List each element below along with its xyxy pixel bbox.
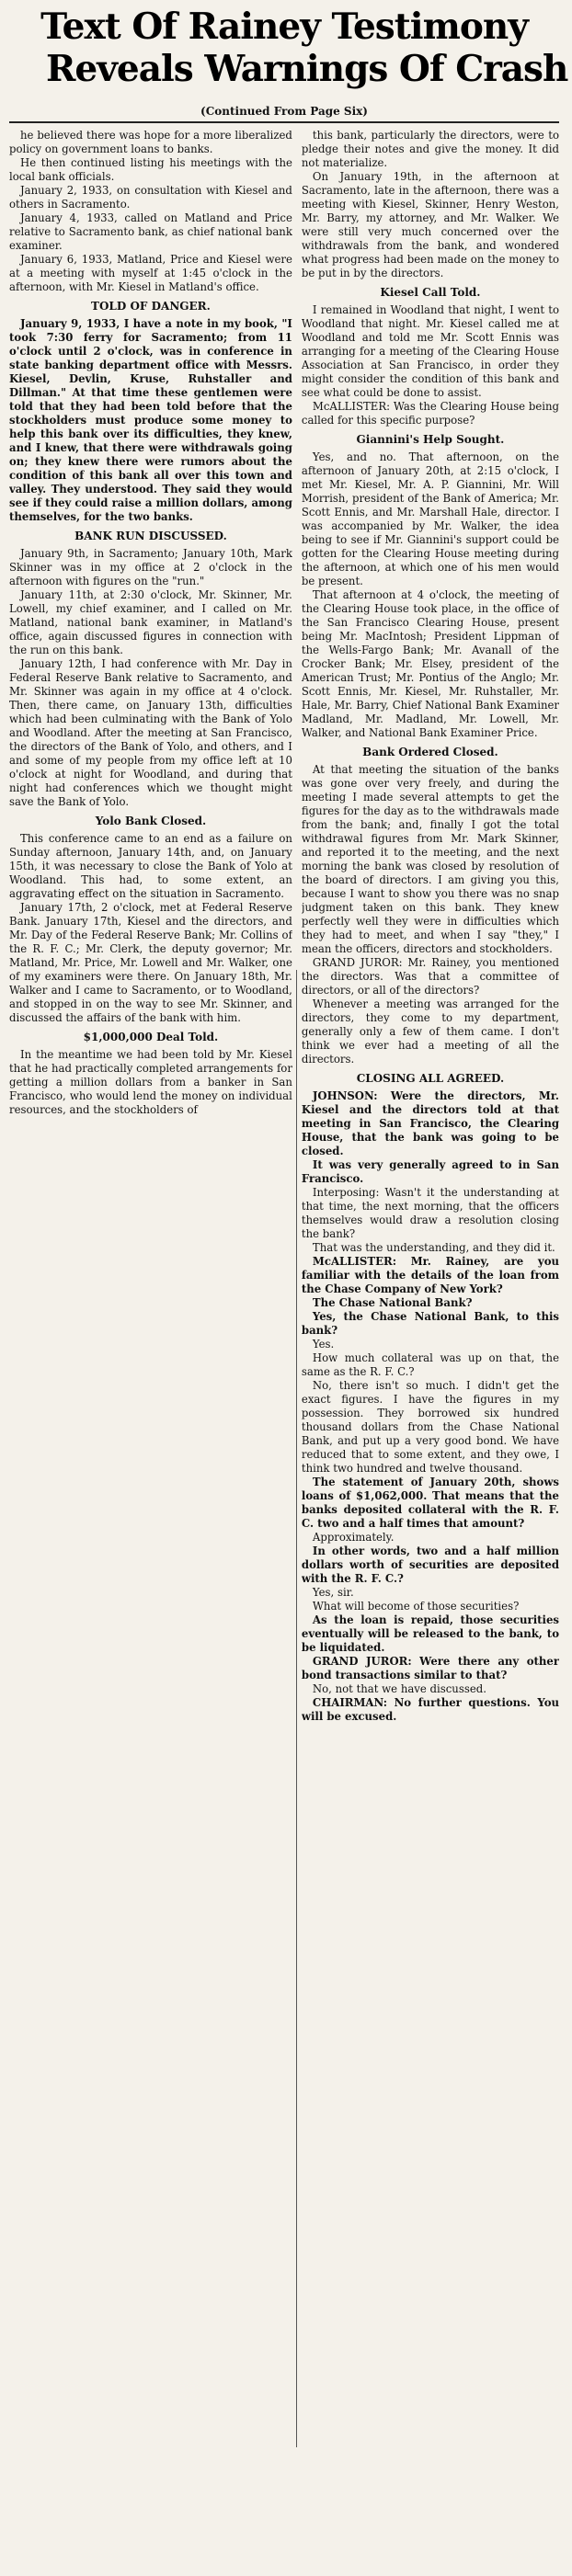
paragraph: GRAND JUROR: Were there any other bond transactions similar to that? (301, 1655, 559, 1681)
paragraph: JOHNSON: Were the directors, Mr. Kiesel and the directors told at that meeting in San Francisco, the Clearing House, that the bank was going to be closed. (301, 1089, 559, 1157)
paragraph: No, there isn't so much. I didn't get the exact figures. I have the figures in my possession. They borrowed six hundred thousand dollars from the Chase National Bank, and put up a very good bond. We have reduced that to some extent, and they owe, I think two hundred and twelve thousand. (301, 1379, 559, 1475)
paragraph: How much collateral was up on that, the same as the R. F. C.? (301, 1351, 559, 1378)
headline-line-1: Text Of Rainey Testimony (40, 6, 528, 48)
paragraph: In the meantime we had been told by Mr. Kiesel that he had practically completed arrangements for getting a million dollars from a banker in San Francisco, who would lend the money on individual resources, and the stockholders of (9, 1048, 292, 1116)
paragraph: That afternoon at 4 o'clock, the meeting of the Clearing House took place, in the office of the San Francisco Clearing House, present being Mr. MacIntosh; President Lippman of the Wells-Fargo Bank; Mr. Avanall of the Crocker Bank; Mr. Elsey, president of the American Trust; Mr. Pontius of the Anglo; Mr. Scott Ennis, Mr. Kiesel, Mr. Ruhstaller, Mr. Hale, Mr. Barry, Chief National Bank Examiner Madland, Mr. Madland, Mr. Lowell, Mr. Walker, and National Bank Examiner Price. (301, 588, 559, 739)
paragraph: GRAND JUROR: Mr. Rainey, you mentioned the directors. Was that a committee of directors, or all of the directors? (301, 956, 559, 997)
paragraph: Approximately. (312, 1531, 395, 1544)
paragraph: McALLISTER: Mr. Rainey, are you familiar with the details of the loan from the Chase Company of New York? (301, 1255, 559, 1295)
paragraph: What will become of those securities? (312, 1600, 520, 1613)
paragraph: I remained in Woodland that night, I went to Woodland that night. Mr. Kiesel called me at Woodland and told me Mr. Scott Ennis was arranging for a meeting of the Clearing House Association at San Francisco, in order they might consider the condition of this bank and see what could be done to assist. (301, 303, 559, 399)
subheading: CLOSING ALL AGREED. (356, 1072, 505, 1085)
subheading: $1,000,000 Deal Told. (83, 1031, 219, 1043)
paragraph: It was very generally agreed to in San Francisco. (301, 1158, 559, 1185)
headline-rule (9, 121, 559, 123)
paragraph: Whenever a meeting was arranged for the directors, they come to my department, generally only a few of them came. I don't think we ever had a meeting of all the directors. (301, 997, 559, 1066)
paragraph: he believed there was hope for a more liberalized policy on government loans to banks. (9, 129, 292, 155)
subheading: TOLD OF DANGER. (91, 300, 211, 313)
article-body (9, 129, 559, 2576)
subheading: Bank Ordered Closed. (362, 746, 498, 758)
right-column (302, 129, 559, 2576)
left-column (9, 129, 292, 2576)
paragraph: At that meeting the situation of the banks was gone over very freely, and during the meeting I made several attempts to get the figures for the day as to the withdrawals made from the bank; and, finally I got the total withdrawal figures from Mr. Mark Skinner, and reported it to the meeting, and the next morning the bank was closed by resolution of the board of directors. I am giving you this, because I want to show you there was no snap judgment taken on this bank. They knew perfectly well they were in difficulties which they had to meet, and when I say "they," I mean the officers, directors and stockholders. (301, 763, 559, 955)
column-divider (296, 970, 297, 2447)
paragraph: January 9, 1933, I have a note in my book, "I took 7:30 ferry for Sacramento; from 11 o'clock until 2 o'clock, was in conference in state banking department office with Messrs. Kiesel, Devlin, Kruse, Ruhstaller and Dillman." At that time these gentlemen were told that they had been told before that the stockholders must produce some money to help this bank over its difficulties, they knew, and I knew, that there were withdrawals going on; they knew there were rumors about the condition of this bank all over this town and valley. They understood. They said they would see if they could raise a million dollars, among themselves, for the two banks. (9, 317, 292, 523)
paragraph: McALLISTER: Was the Clearing House being called for this specific purpose? (301, 400, 559, 427)
paragraph: This conference came to an end as a failure on Sunday afternoon, January 14th, and, on January 15th, it was necessary to close the Bank of Yolo at Woodland. This had, to some extent, an aggravating effect on the situation in Sacramento. (9, 832, 292, 900)
paragraph: Yes, sir. (312, 1586, 354, 1599)
paragraph: January 11th, at 2:30 o'clock, Mr. Skinner, Mr. Lowell, my chief examiner, and I called on Mr. Matland, national bank examiner, in Matland's office, again discussed figures in connection with the run on this bank. (9, 588, 292, 656)
subheading: Yolo Bank Closed. (95, 815, 207, 827)
subheading: BANK RUN DISCUSSED. (74, 530, 227, 542)
paragraph: The Chase National Bank? (312, 1296, 473, 1309)
paragraph: January 2, 1933, on consultation with Kiesel and others in Sacramento. (9, 184, 292, 211)
paragraph: In other words, two and a half million dollars worth of securities are deposited with the R. F. C.? (301, 1544, 559, 1585)
subheading: Kiesel Call Told. (380, 286, 481, 299)
paragraph: Yes. (312, 1338, 335, 1351)
paragraph: No, not that we have discussed. (312, 1682, 486, 1695)
paragraph: this bank, particularly the directors, were to pledge their notes and give the money. It did not materialize. (301, 129, 559, 169)
paragraph: January 9th, in Sacramento; January 10th, Mark Skinner was in my office at 2 o'clock in the afternoon with figures on the "run." (9, 547, 292, 587)
paragraph: The statement of January 20th, shows loans of $1,062,000. That means that the banks deposited collateral with the R. F. C. two and a half times that amount? (301, 1476, 559, 1530)
paragraph: Interposing: Wasn't it the understanding at that time, the next morning, that the officers themselves would draw a resolution closing the bank? (301, 1186, 559, 1240)
paragraph: January 4, 1933, called on Matland and Price relative to Sacramento bank, as chief national bank examiner. (9, 211, 292, 252)
paragraph: Yes, and no. That afternoon, on the afternoon of January 20th, at 2:15 o'clock, I met Mr. Kiesel, Mr. A. P. Giannini, Mr. Will Morrish, president of the Bank of America; Mr. Scott Ennis, and Mr. Marshall Hale, director. I was accompanied by Mr. Walker, the idea being to see if Mr. Giannini's support could be gotten for the Clearing House meeting during the afternoon, at which one of his men would be present. (301, 450, 559, 587)
paragraph: January 17th, 2 o'clock, met at Federal Reserve Bank. January 17th, Kiesel and the directors, and Mr. Day of the Federal Reserve Bank; Mr. Collins of the R. F. C.; Mr. Clerk, the deputy governor; Mr. Matland, Mr. Price, Mr. Lowell and Mr. Walker, one of my examiners were there. On January 18th, Mr. Walker and I came to Sacramento, or to Woodland, and stopped in on the way to see Mr. Skinner, and discussed the affairs of the bank with him. (9, 901, 292, 1024)
subheading: Giannini's Help Sought. (356, 433, 505, 446)
paragraph: On January 19th, in the afternoon at Sacramento, late in the afternoon, there was a meeting with Kiesel, Skinner, Henry Weston, Mr. Barry, my attorney, and Mr. Walker. We were still very much concerned over the withdrawals from the bank, and wondered what progress had been made on the money to be put in by the directors. (301, 170, 559, 279)
paragraph: January 12th, I had conference with Mr. Day in Federal Reserve Bank relative to Sacramento, and Mr. Skinner was again in my office at 4 o'clock. Then, there came, on January 13th, difficulties which had been culminating with the Bank of Yolo and Woodland. After the meeting at San Francisco, the directors of the Bank of Yolo, and others, and I and some of my people from my office left at 10 o'clock at night for Woodland, and during that night had conferences which we thought might save the Bank of Yolo. (9, 657, 292, 808)
paragraph: Yes, the Chase National Bank, to this bank? (301, 1310, 559, 1337)
paragraph: That was the understanding, and they did it. (312, 1241, 555, 1254)
paragraph: As the loan is repaid, those securities eventually will be released to the bank, to be liquidated. (301, 1613, 559, 1654)
paragraph: January 6, 1933, Matland, Price and Kiesel were at a meeting with myself at 1:45 o'clock in the afternoon, with Mr. Kiesel in Matland's office. (9, 253, 292, 293)
paragraph: He then continued listing his meetings with the local bank officials. (9, 156, 292, 183)
paragraph: CHAIRMAN: No further questions. You will be excused. (301, 1696, 559, 1723)
headline-line-2: Reveals Warnings Of Crash (46, 48, 568, 90)
continued-note: (Continued From Page Six) (200, 105, 368, 118)
